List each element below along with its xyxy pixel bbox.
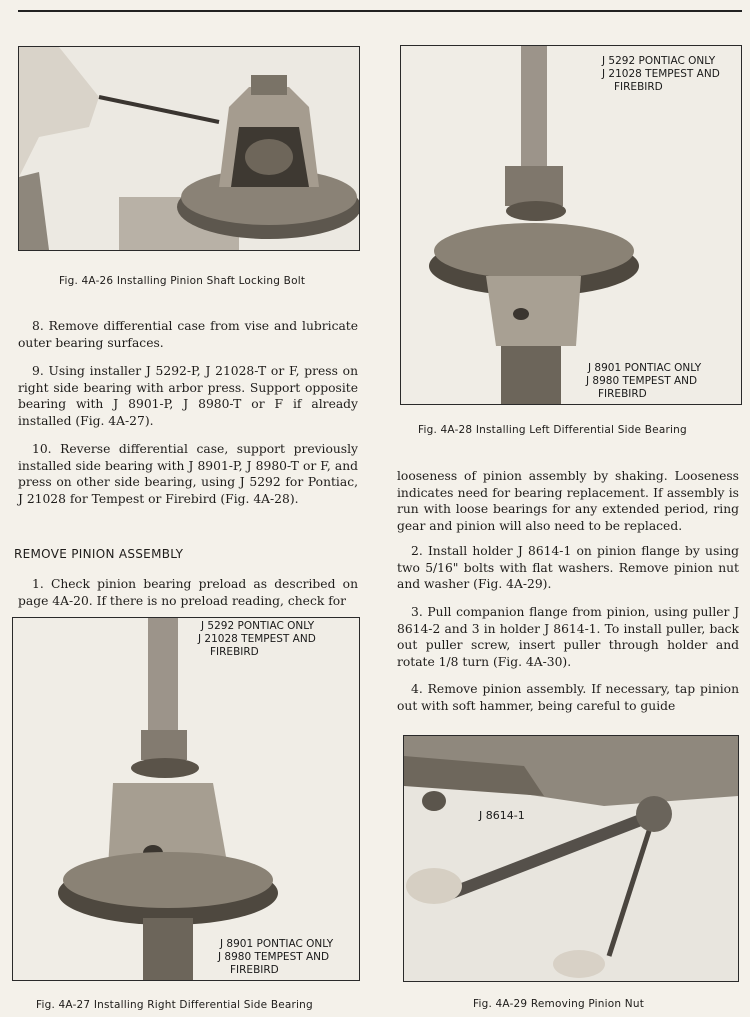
continuation-paragraph: looseness of pinion assembly by shaking. Looseness indicates need for bearing replacement. If assembly is run with loose bearings for any extended period, ring gear and pinion will also need to be replaced. (397, 469, 739, 533)
fig-29-callout: J 8614-1 (479, 809, 525, 822)
fig-26-caption: Fig. 4A-26 Installing Pinion Shaft Locking Bolt (59, 275, 306, 287)
fig-28-photo (400, 45, 742, 405)
fig-28-callout-top: J 5292 PONTIAC ONLY J 21028 TEMPEST AND FIREBIRD (602, 55, 720, 93)
step-9: 9. Using installer J 5292-P, J 21028-T or F, press on right side bearing with arbor press. Support opposite bearing with J 8901-P, J 8980-T or F if already installed (Fig. 4A-27). (18, 364, 358, 428)
fig-27-callout-bottom: J 8901 PONTIAC ONLY J 8980 TEMPEST AND FIREBIRD (218, 938, 334, 976)
step-4: 4. Remove pinion assembly. If necessary, tap pinion out with soft hammer, being careful to guide (397, 682, 739, 713)
fig-28-callout-bottom: J 8901 PONTIAC ONLY J 8980 TEMPEST AND FIREBIRD (586, 362, 702, 400)
step-8: 8. Remove differential case from vise and lubricate outer bearing surfaces. (18, 319, 358, 350)
fig-29-photo (403, 735, 739, 982)
fig-27-callout-top: J 5292 PONTIAC ONLY J 21028 TEMPEST AND FIREBIRD (198, 620, 316, 658)
fig-26-photo (18, 46, 360, 251)
step-3: 3. Pull companion flange from pinion, using puller J 8614-2 and 3 in holder J 8614-1. To install puller, back out puller screw, insert puller through holder and rotate 1/8 turn (Fig. 4A-30). (397, 605, 739, 669)
step-2: 2. Install holder J 8614-1 on pinion flange by using two 5/16" bolts with flat washers. Remove pinion nut and washer (Fig. 4A-29). (397, 544, 739, 592)
top-rule (18, 10, 742, 12)
step-1: 1. Check pinion bearing preload as described on page 4A-20. If there is no preload reading, check for (18, 577, 358, 608)
fig-29-caption: Fig. 4A-29 Removing Pinion Nut (473, 998, 645, 1010)
fig-27-caption: Fig. 4A-27 Installing Right Differential Side Bearing (36, 999, 313, 1011)
fig-27-photo (12, 617, 360, 981)
fig-28-caption: Fig. 4A-28 Installing Left Differential Side Bearing (418, 424, 687, 436)
section-heading: REMOVE PINION ASSEMBLY (14, 547, 184, 561)
step-10: 10. Reverse differential case, support previously installed side bearing with J 8901-P, J 8980-T or F, and press on other side bearing, using J 5292 for Pontiac, J 21028 for Tempest or Firebird (Fig. 4A-28). (18, 442, 358, 506)
